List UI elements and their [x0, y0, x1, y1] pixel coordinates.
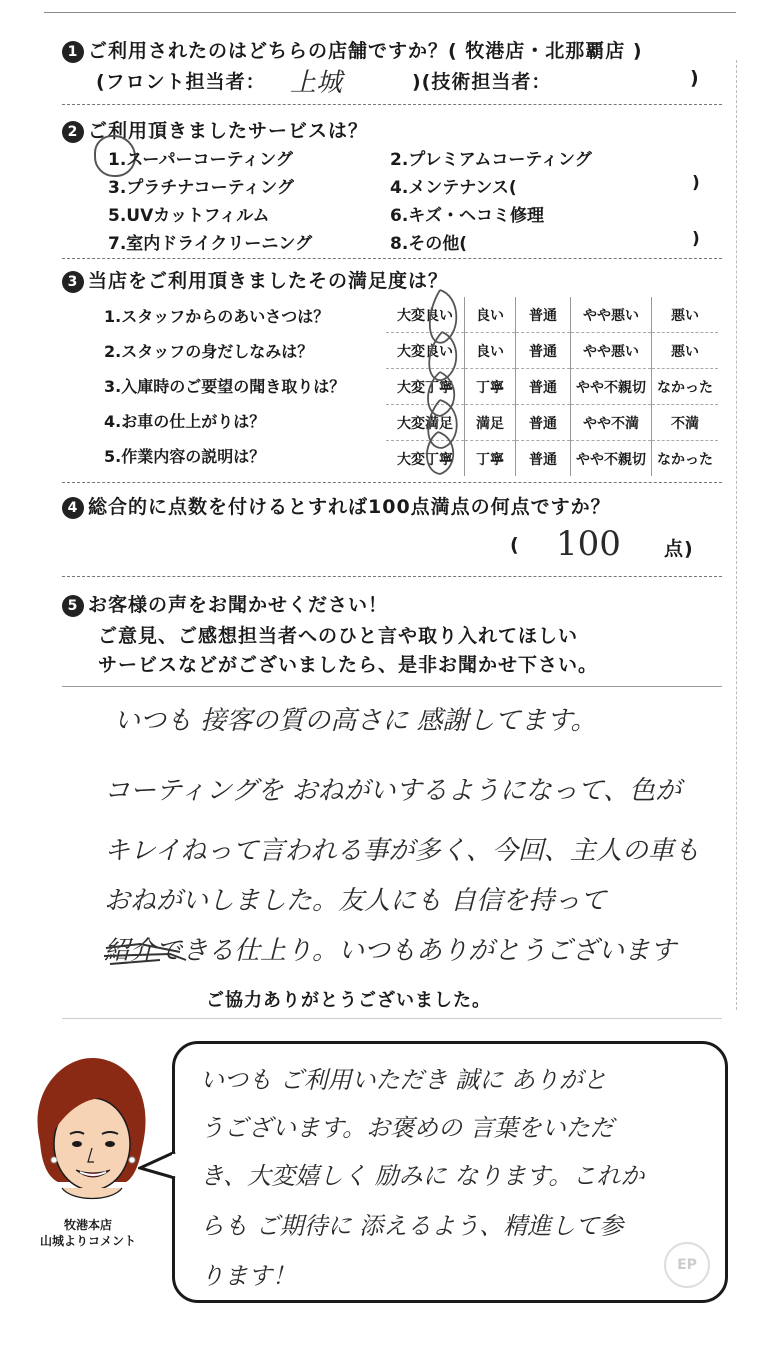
q5-answer-line-2: コーティングを おねがいするようになって、色が: [104, 776, 682, 806]
q1-front-staff-label: (フロント担当者：: [96, 71, 266, 93]
q3-selection-loops: [410, 282, 470, 482]
rating-cell: やや悪い: [571, 297, 652, 333]
divider: [62, 258, 722, 259]
q3-row-3-question: 3.入庫時のご要望の聞き取りは？: [104, 377, 346, 396]
q1-heading: [62, 36, 643, 63]
strikeout-scribble: [100, 934, 220, 974]
q1-front-staff-value: 上城: [290, 68, 343, 98]
q3-text: 当店をご利用頂きましたその満足度は？: [88, 270, 449, 292]
q2-number: 2: [62, 121, 84, 143]
rating-cell: 大変丁寧: [386, 441, 465, 477]
rating-cell: なかった: [652, 369, 719, 405]
rating-cell: 大変丁寧: [386, 369, 465, 405]
divider: [62, 576, 722, 577]
q2-text: ご利用頂きましたサービスは？: [88, 120, 369, 142]
q4-heading: [62, 492, 611, 519]
rating-cell: 悪い: [652, 333, 719, 369]
q2-option-5: 5.UVカットフィルム: [108, 206, 270, 226]
q1-close-paren: ): [690, 67, 700, 89]
divider: [62, 104, 722, 105]
q5-sub-line-2: サービスなどがございましたら、是非お聞かせ下さい。: [98, 654, 599, 676]
rating-cell: 丁寧: [465, 441, 516, 477]
q4-number: 4: [62, 497, 84, 519]
ep-stamp-logo: EP: [664, 1242, 710, 1288]
rating-cell: 満足: [465, 405, 516, 441]
q2-option-2: 2.プレミアムコーティング: [390, 150, 592, 170]
staff-comment-line-1: いつも ご利用いただき 誠に ありがと: [200, 1066, 607, 1094]
q2-option-8-close: ): [692, 229, 700, 249]
staff-portrait: [22, 1052, 162, 1212]
q1-tech-staff-label: )(技術担当者：: [412, 71, 552, 93]
rating-cell: やや悪い: [571, 333, 652, 369]
q3-row-5-question: 5.作業内容の説明は？: [104, 447, 266, 466]
q4-text: 総合的に点数を付けるとすれば100点満点の何点ですか？: [88, 496, 611, 518]
q1-text: ご利用されたのはどちらの店舗ですか？( 牧港店・北那覇店 ): [88, 40, 643, 62]
q2-option-8: 8.その他(: [390, 234, 468, 254]
q5-sub-line-1: ご意見、ご感想担当者へのひと言や取り入れてほしい: [98, 625, 579, 647]
q5-answer-line-1: いつも 接客の質の高さに 感謝してます。: [114, 706, 597, 736]
q4-open-paren: (: [510, 534, 520, 556]
rating-cell: 普通: [516, 369, 571, 405]
staff-comment-line-5: ります！: [200, 1262, 296, 1290]
q5-answer-line-3: キレイねって言われる事が多く、今回、主人の車も: [104, 836, 700, 866]
rating-cell: 普通: [516, 405, 571, 441]
q3-row-1-question: 1.スタッフからのあいさつは？: [104, 307, 330, 326]
q3-row-4-question: 4.お車の仕上がりは？: [104, 412, 266, 431]
rating-cell: 大変良い: [386, 333, 465, 369]
rating-cell: やや不満: [571, 405, 652, 441]
q5-thanks: ご協力ありがとうございました。: [206, 990, 491, 1011]
q5-answer-line-4: おねがいしました。友人にも 自信を持って: [104, 886, 607, 916]
answer-box-bottom: [62, 1018, 722, 1019]
rating-cell: 悪い: [652, 297, 719, 333]
rating-cell: 普通: [516, 333, 571, 369]
staff-caption-line-1: 牧港本店: [63, 1218, 112, 1232]
q5-text: お客様の声をお聞かせください！: [88, 594, 389, 616]
q5-number: 5: [62, 595, 84, 617]
q2-option-1: 1.スーパーコーティング: [108, 150, 293, 170]
q3-heading: [62, 266, 448, 293]
answer-box-top: [62, 686, 722, 687]
rating-cell: やや不親切: [571, 369, 652, 405]
top-rule: [44, 12, 736, 13]
rating-cell: 丁寧: [465, 369, 516, 405]
q4-score: 100: [556, 524, 621, 564]
q2-option-4: 4.メンテナンス(: [390, 178, 517, 198]
q2-option-4-close: ): [692, 173, 700, 193]
q5-heading: [62, 590, 388, 617]
q2-option-6: 6.キズ・ヘコミ修理: [390, 206, 544, 226]
rating-cell: 大変良い: [386, 297, 465, 333]
staff-caption-line-2: 山城よりコメント: [39, 1234, 136, 1248]
rating-cell: 大変満足: [386, 405, 465, 441]
divider: [62, 482, 722, 483]
rating-cell: なかった: [657, 451, 713, 468]
q3-row-2-question: 2.スタッフの身だしなみは？: [104, 342, 314, 361]
q3-number: 3: [62, 271, 84, 293]
staff-comment-line-3: き、大変嬉しく 励みに なります。これか: [200, 1162, 645, 1190]
rating-cell: 普通: [516, 441, 571, 477]
q5-answer-line-5: 紹介できる仕上り。いつもありがとうございます: [104, 936, 677, 966]
rating-cell: やや不親切: [571, 441, 652, 477]
staff-comment-line-2: うございます。お褒めの 言葉をいただ: [200, 1114, 614, 1142]
q2-option-3: 3.プラチナコーティング: [108, 178, 294, 198]
right-margin-rule: [736, 60, 737, 1010]
q1-number: 1: [62, 41, 84, 63]
staff-comment-line-4: らも ご期待に 添えるよう、精進して参: [200, 1212, 624, 1240]
rating-cell: 良い: [465, 333, 516, 369]
rating-cell: 良い: [465, 297, 516, 333]
rating-cell: 普通: [516, 297, 571, 333]
q2-option-7: 7.室内ドライクリーニング: [108, 234, 313, 254]
bubble-tail: [138, 1148, 178, 1184]
rating-cell: 不満: [652, 405, 719, 441]
q4-unit: 点): [664, 538, 694, 560]
